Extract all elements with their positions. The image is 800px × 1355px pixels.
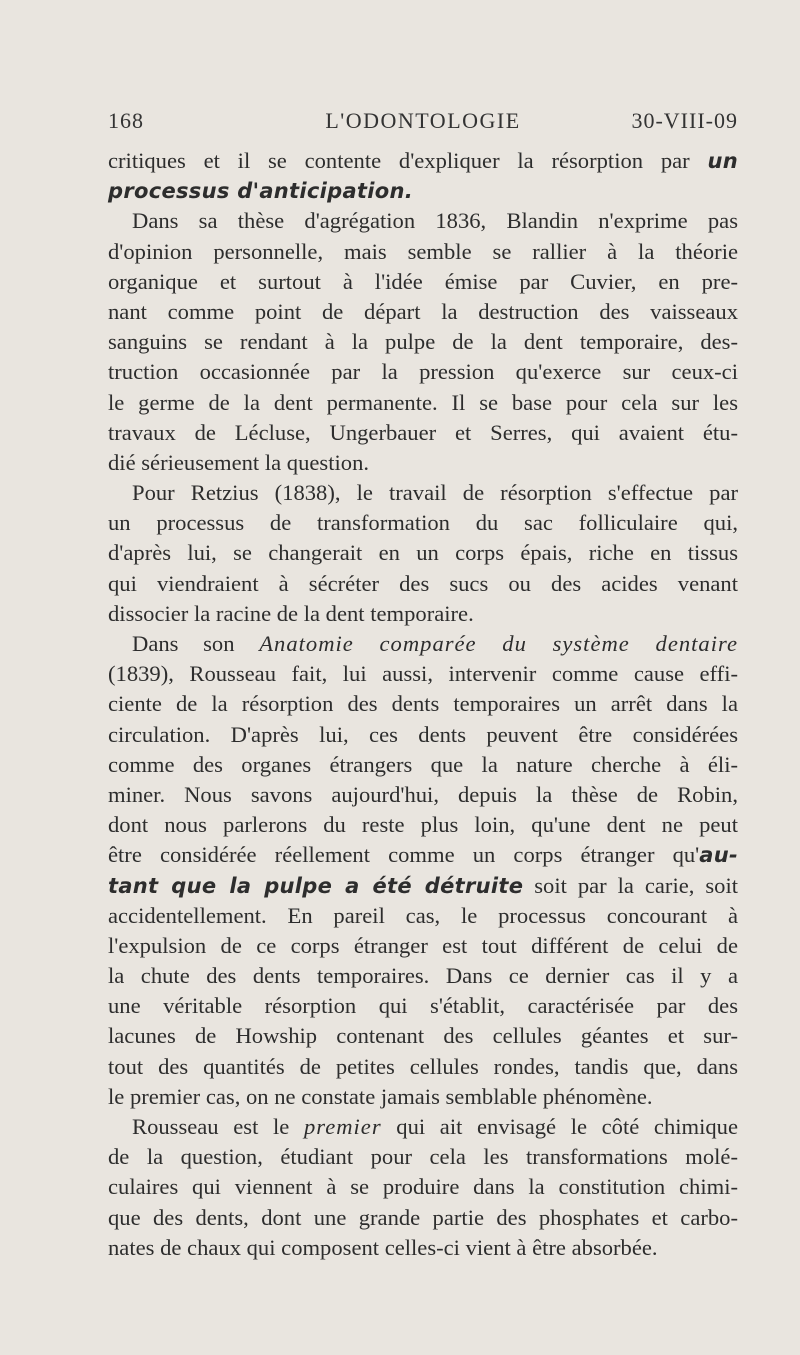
text-line [108,267,738,297]
text-segment: qui viendraient à sécréter des sucs ou des acides venant [108,570,738,596]
text-segment: un processus de transformation du sac folliculaire qui, [108,510,738,536]
text-line [108,1142,738,1172]
text-line [108,327,738,357]
text-line [108,871,738,901]
text-line [108,478,738,508]
text-segment: que des dents, dont une grande partie des phosphates et carbo- [108,1204,738,1230]
text-segment: soit par la carie, soit [523,872,738,898]
text-line [108,508,738,538]
text-line [108,720,738,750]
text-line [108,780,738,810]
journal-title: L'ODONTOLOGIE [325,108,521,133]
text-line [108,810,738,840]
text-segment: d'après lui, se changerait en un corps épais, riche en tissus [108,540,738,566]
text-segment: le premier cas, on ne constate jamais semblable phénomène. [108,1083,653,1109]
text-segment: une véritable résorption qui s'établit, caractérisée par des [108,993,738,1019]
text-segment: tout des quantités de petites cellules rondes, tandis que, dans [108,1053,738,1079]
text-line [108,448,738,478]
text-segment: (1839), Rousseau fait, lui aussi, intervenir comme cause effi- [108,661,738,687]
text-segment: dissocier la racine de la dent temporaire. [108,600,474,626]
text-segment: sanguins se rendant à la pulpe de la dent temporaire, des- [108,329,738,355]
text-segment: le germe de la dent permanente. Il se base pour cela sur les [108,389,738,415]
body-text [108,146,738,1263]
text-segment: dont nous parlerons du reste plus loin, qu'une dent ne peut [108,812,738,838]
text-line [108,418,738,448]
text-segment: circulation. D'après lui, ces dents peuvent être considérées [108,721,738,747]
text-segment: de la question, étudiant pour cela les transformations molé- [108,1144,738,1170]
text-line [108,599,738,629]
text-line [108,1203,738,1233]
text-segment: Pour Retzius (1838), le travail de résorption s'effectue par [132,480,738,506]
text-line [108,931,738,961]
text-segment: travaux de Lécluse, Ungerbauer et Serres, qui avaient étu- [108,419,738,445]
text-line [108,569,738,599]
text-line [108,1112,738,1142]
text-line [108,1172,738,1202]
text-line [108,840,738,870]
text-line [108,206,738,236]
emphasized-text: premier [303,1114,382,1139]
text-segment: miner. Nous savons aujourd'hui, depuis la thèse de Robin, [108,781,738,807]
text-line [108,991,738,1021]
emphasized-text: au- [699,843,738,868]
text-line [108,629,738,659]
text-line [108,689,738,719]
text-line [108,750,738,780]
text-line [108,1082,738,1112]
text-segment: l'expulsion de ce corps étranger est tout différent de celui de [108,932,738,958]
running-head [108,108,738,138]
text-segment: ciente de la résorption des dents temporaires un arrêt dans la [108,691,738,717]
text-line [108,538,738,568]
text-segment: être considérée réellement comme un corps étranger qu' [108,842,700,868]
text-segment: nates de chaux qui composent celles-ci vient à être absorbée. [108,1234,658,1260]
text-segment: accidentellement. En pareil cas, le processus concourant à [108,902,738,928]
text-line [108,659,738,689]
emphasized-text: processus d'anticipation. [108,179,414,204]
text-segment: la chute des dents temporaires. Dans ce dernier cas il y a [108,963,738,989]
text-line [108,1233,738,1263]
issue-date: 30-VIII-09 [631,108,738,133]
text-segment: Dans son [132,631,260,656]
text-line [108,146,738,176]
text-segment: Rousseau est le [132,1114,304,1139]
text-line [108,176,738,206]
emphasized-text: un [707,149,738,173]
text-segment: lacunes de Howship contenant des cellules géantes et sur- [108,1023,738,1049]
text-segment: nant comme point de départ la destruction des vaisseaux [108,298,738,324]
text-segment: comme des organes étrangers que la nature cherche à éli- [108,751,738,777]
text-segment: d'opinion personnelle, mais semble se rallier à la théorie [108,238,738,264]
emphasized-text: tant que la pulpe a été détruite [108,873,524,898]
text-line [108,357,738,387]
text-segment: organique et surtout à l'idée émise par Cuvier, en pre- [108,268,738,294]
text-segment: dié sérieusement la question. [108,449,370,475]
page-number: 168 [108,108,144,133]
text-line [108,297,738,327]
text-line [108,901,738,931]
text-line [108,388,738,418]
emphasized-text: Anatomie comparée du système dentaire [259,631,738,656]
text-segment: critiques et il se contente d'expliquer la résorption par [108,148,708,173]
text-segment: culaires qui viennent à se produire dans la constitution chimi- [108,1174,738,1200]
text-segment: Dans sa thèse d'agrégation 1836, Blandin n'exprime pas [132,208,738,234]
text-segment: qui ait envisagé le côté chimique [381,1114,738,1139]
text-line [108,961,738,991]
text-line [108,1052,738,1082]
text-segment: truction occasionnée par la pression qu'exerce sur ceux-ci [108,359,738,385]
text-line [108,1021,738,1051]
text-line [108,237,738,267]
